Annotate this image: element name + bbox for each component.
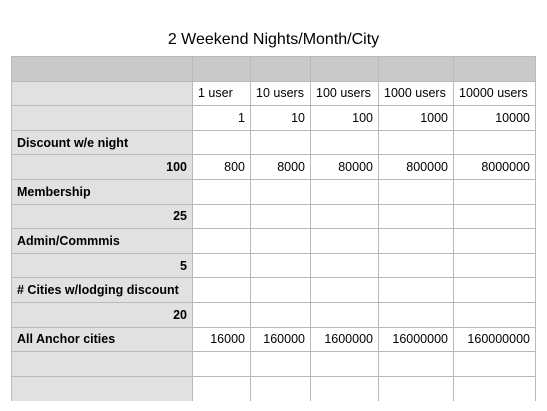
row-label-cell[interactable] bbox=[12, 352, 193, 377]
value-cell[interactable]: 8000000 bbox=[454, 155, 536, 180]
value-cell[interactable] bbox=[311, 179, 379, 204]
column-header-cell[interactable]: 1 user bbox=[193, 81, 251, 106]
row-label-cell[interactable] bbox=[12, 106, 193, 131]
value-cell[interactable]: 100 bbox=[311, 106, 379, 131]
value-cell[interactable]: 8000 bbox=[251, 155, 311, 180]
header-band-cell[interactable] bbox=[379, 57, 454, 82]
value-cell[interactable] bbox=[454, 229, 536, 254]
value-cell[interactable] bbox=[193, 376, 251, 401]
table-row bbox=[12, 253, 536, 278]
column-header-cell[interactable]: 1000 users bbox=[379, 81, 454, 106]
row-label-cell[interactable]: 5 bbox=[12, 253, 193, 278]
value-cell[interactable] bbox=[251, 204, 311, 229]
value-cell[interactable] bbox=[454, 352, 536, 377]
row-label-cell[interactable]: All Anchor cities bbox=[12, 327, 193, 352]
value-cell[interactable] bbox=[311, 229, 379, 254]
value-cell[interactable] bbox=[454, 130, 536, 155]
value-cell[interactable] bbox=[311, 130, 379, 155]
value-cell[interactable] bbox=[311, 302, 379, 327]
value-cell[interactable]: 16000000 bbox=[379, 327, 454, 352]
row-label-cell[interactable]: 100 bbox=[12, 155, 193, 180]
value-cell[interactable]: 80000 bbox=[311, 155, 379, 180]
value-cell[interactable] bbox=[379, 130, 454, 155]
value-cell[interactable] bbox=[251, 229, 311, 254]
value-cell[interactable] bbox=[193, 179, 251, 204]
value-cell[interactable] bbox=[454, 376, 536, 401]
row-label-cell[interactable]: Admin/Commmis bbox=[12, 229, 193, 254]
table-row bbox=[12, 130, 536, 155]
column-header-cell[interactable]: 10 users bbox=[251, 81, 311, 106]
value-cell[interactable] bbox=[454, 302, 536, 327]
table-row bbox=[12, 327, 536, 352]
value-cell[interactable]: 160000 bbox=[251, 327, 311, 352]
value-cell[interactable] bbox=[454, 278, 536, 303]
value-cell[interactable] bbox=[193, 130, 251, 155]
value-cell[interactable] bbox=[251, 376, 311, 401]
data-rows bbox=[12, 106, 536, 401]
row-label-cell[interactable]: Discount w/e night bbox=[12, 130, 193, 155]
row-label-cell[interactable]: Membership bbox=[12, 179, 193, 204]
value-cell[interactable] bbox=[311, 253, 379, 278]
value-cell[interactable] bbox=[311, 376, 379, 401]
value-cell[interactable] bbox=[379, 278, 454, 303]
value-cell[interactable] bbox=[193, 352, 251, 377]
table-row bbox=[12, 278, 536, 303]
header-band-cell[interactable] bbox=[251, 57, 311, 82]
row-label-cell[interactable] bbox=[12, 81, 193, 106]
column-header-row bbox=[12, 81, 536, 106]
value-cell[interactable] bbox=[193, 253, 251, 278]
value-cell[interactable] bbox=[311, 278, 379, 303]
header-band-row bbox=[12, 57, 536, 82]
value-cell[interactable]: 16000 bbox=[193, 327, 251, 352]
value-cell[interactable] bbox=[251, 352, 311, 377]
row-label-cell[interactable]: 20 bbox=[12, 302, 193, 327]
value-cell[interactable] bbox=[379, 204, 454, 229]
value-cell[interactable] bbox=[379, 229, 454, 254]
row-label-cell[interactable]: # Cities w/lodging discount bbox=[12, 278, 193, 303]
header-band-cell[interactable] bbox=[311, 57, 379, 82]
value-cell[interactable]: 800 bbox=[193, 155, 251, 180]
value-cell[interactable]: 1 bbox=[193, 106, 251, 131]
value-cell[interactable] bbox=[193, 278, 251, 303]
value-cell[interactable] bbox=[379, 352, 454, 377]
value-cell[interactable] bbox=[193, 302, 251, 327]
value-cell[interactable] bbox=[251, 302, 311, 327]
column-header-cell[interactable]: 10000 users bbox=[454, 81, 536, 106]
value-cell[interactable]: 800000 bbox=[379, 155, 454, 180]
header-band-cell[interactable] bbox=[12, 57, 193, 82]
table-row bbox=[12, 106, 536, 131]
value-cell[interactable]: 1000 bbox=[379, 106, 454, 131]
header-band-cell[interactable] bbox=[193, 57, 251, 82]
row-label-cell[interactable] bbox=[12, 376, 193, 401]
value-cell[interactable]: 10000 bbox=[454, 106, 536, 131]
value-cell[interactable] bbox=[454, 204, 536, 229]
sheet-title: 2 Weekend Nights/Month/City bbox=[167, 31, 380, 48]
value-cell[interactable] bbox=[379, 253, 454, 278]
value-cell[interactable] bbox=[251, 179, 311, 204]
value-cell[interactable] bbox=[379, 179, 454, 204]
table-row bbox=[12, 352, 536, 377]
value-cell[interactable]: 1600000 bbox=[311, 327, 379, 352]
value-cell[interactable] bbox=[311, 352, 379, 377]
header-band-cell[interactable] bbox=[454, 57, 536, 82]
value-cell[interactable]: 160000000 bbox=[454, 327, 536, 352]
table-row bbox=[12, 229, 536, 254]
table-row bbox=[12, 179, 536, 204]
row-label-cell[interactable]: 25 bbox=[12, 204, 193, 229]
table-row bbox=[12, 155, 536, 180]
spreadsheet-table bbox=[11, 56, 536, 401]
table-row bbox=[12, 376, 536, 401]
value-cell[interactable] bbox=[454, 179, 536, 204]
value-cell[interactable] bbox=[379, 376, 454, 401]
table-row bbox=[12, 302, 536, 327]
value-cell[interactable] bbox=[193, 229, 251, 254]
value-cell[interactable] bbox=[251, 130, 311, 155]
value-cell[interactable] bbox=[251, 253, 311, 278]
column-header-cell[interactable]: 100 users bbox=[311, 81, 379, 106]
value-cell[interactable]: 10 bbox=[251, 106, 311, 131]
table-row bbox=[12, 204, 536, 229]
value-cell[interactable] bbox=[454, 253, 536, 278]
value-cell[interactable] bbox=[311, 204, 379, 229]
value-cell[interactable] bbox=[379, 302, 454, 327]
value-cell[interactable] bbox=[193, 204, 251, 229]
value-cell[interactable] bbox=[251, 278, 311, 303]
